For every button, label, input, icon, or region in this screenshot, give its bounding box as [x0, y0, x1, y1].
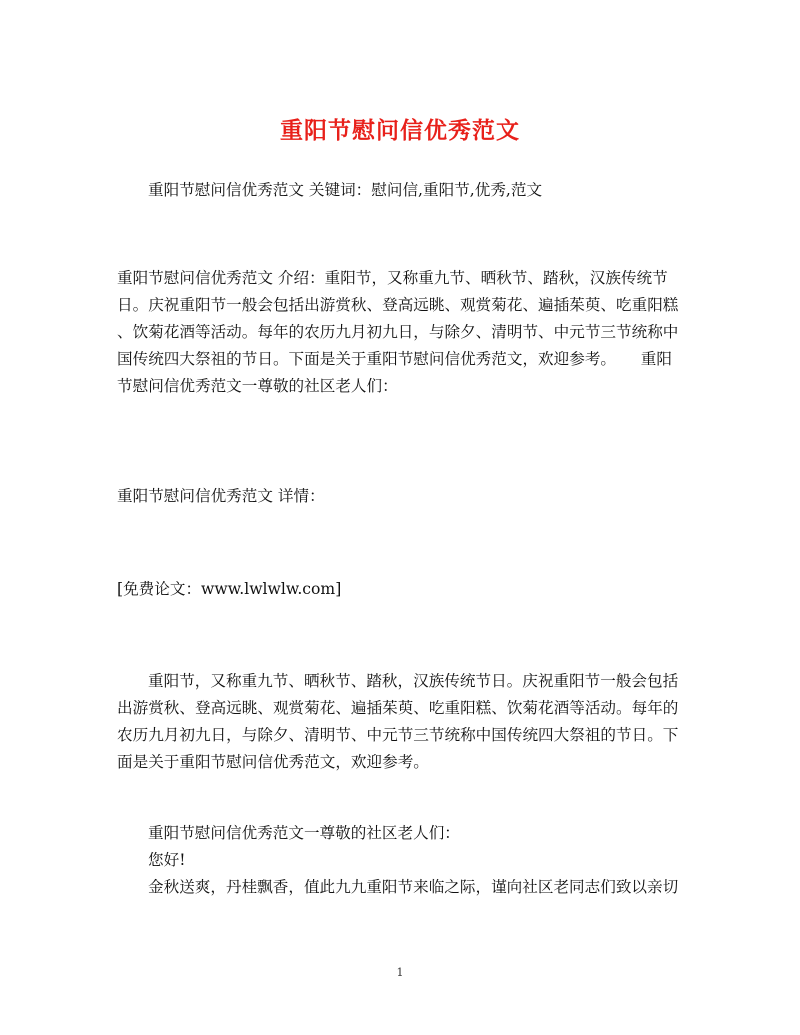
intro-line: 、饮菊花酒等活动。每年的农历九月初九日，与除夕、清明节、中元节三节统称中 — [117, 323, 679, 341]
body-line: 面是关于重阳节慰问信优秀范文，欢迎参考。 — [117, 753, 429, 771]
intro-line: 日。庆祝重阳节一般会包括出游赏秋、登高远眺、观赏菊花、遍插茱萸、吃重阳糕 — [117, 296, 679, 314]
keywords-line: 重阳节慰问信优秀范文 关键词：慰问信,重阳节,优秀,范文 — [148, 181, 543, 199]
letter-body-line: 金秋送爽，丹桂飘香，值此九九重阳节来临之际，谨向社区老同志们致以亲切 — [148, 878, 679, 896]
body-line: 出游赏秋、登高远眺、观赏菊花、遍插茱萸、吃重阳糕、饮菊花酒等活动。每年的 — [117, 699, 679, 717]
intro-line: 国传统四大祭祖的节日。下面是关于重阳节慰问信优秀范文，欢迎参考。 重阳 — [117, 350, 672, 368]
intro-line: 节慰问信优秀范文一尊敬的社区老人们： — [117, 377, 398, 395]
document-title: 重阳节慰问信优秀范文 — [280, 117, 520, 144]
letter-paragraph — [117, 820, 685, 901]
intro-paragraph — [117, 265, 685, 400]
body-line: 农历九月初九日，与除夕、清明节、中元节三节统称中国传统四大祭祖的节日。下 — [117, 726, 679, 744]
details-line: 重阳节慰问信优秀范文 详情： — [117, 487, 325, 505]
letter-heading-line: 重阳节慰问信优秀范文一尊敬的社区老人们： — [148, 824, 460, 842]
body-paragraph — [117, 668, 685, 776]
intro-line: 重阳节慰问信优秀范文 介绍：重阳节，又称重九节、晒秋节、踏秋，汉族传统节 — [117, 269, 668, 287]
source-link-line: [免费论文：www.lwlwlw.com] — [117, 580, 342, 598]
page-number: 1 — [396, 966, 404, 979]
body-line: 重阳节，又称重九节、晒秋节、踏秋，汉族传统节日。庆祝重阳节一般会包括 — [148, 672, 679, 690]
greeting-line: 您好! — [148, 851, 186, 869]
